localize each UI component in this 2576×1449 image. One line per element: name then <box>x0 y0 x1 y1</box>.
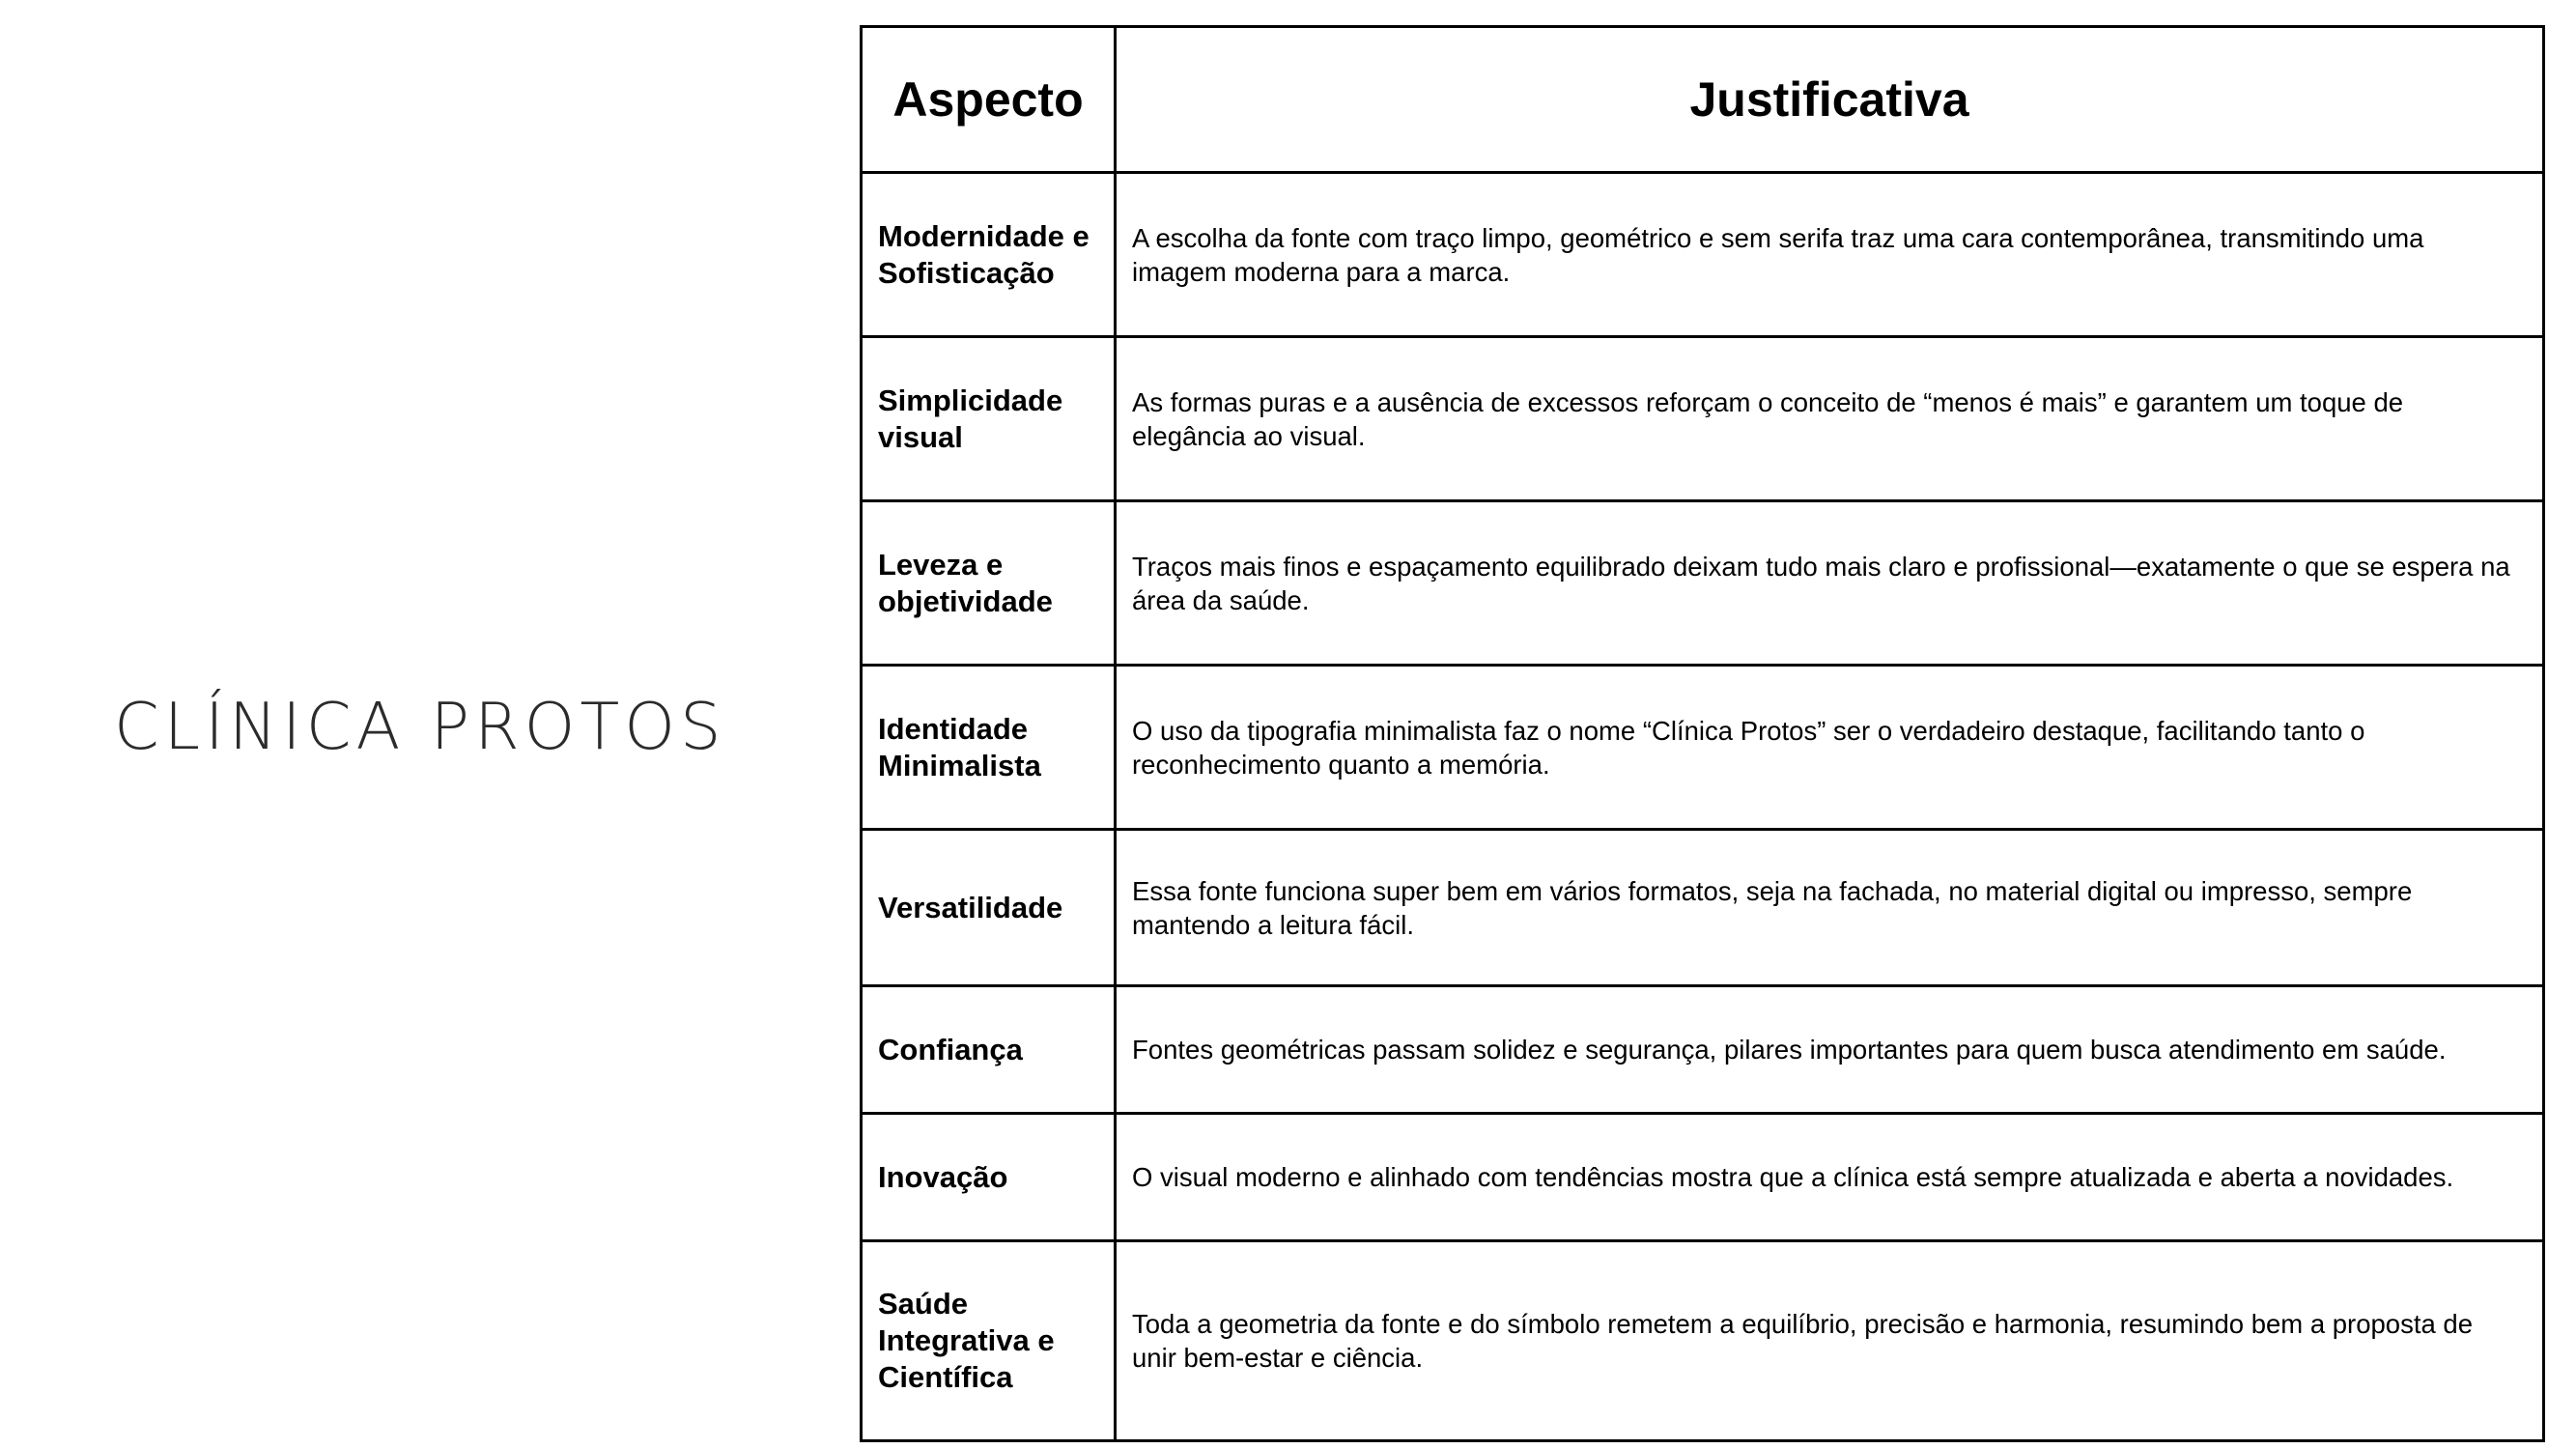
table-row <box>862 1114 2544 1241</box>
header-aspect: Aspecto <box>862 27 1116 173</box>
table-row <box>862 1241 2544 1441</box>
table-row <box>862 173 2544 337</box>
justification-cell: A escolha da fonte com traço limpo, geométrico e sem serifa traz uma cara contemporânea, transmitindo uma imagem moderna para a marca. <box>1116 173 2544 337</box>
table-row <box>862 666 2544 830</box>
header-justification: Justificativa <box>1116 27 2544 173</box>
table-row <box>862 501 2544 666</box>
table-header-row <box>862 27 2544 173</box>
justification-cell: As formas puras e a ausência de excessos reforçam o conceito de “menos é mais” e garantem um toque de elegância ao visual. <box>1116 337 2544 501</box>
justification-cell: O visual moderno e alinhado com tendências mostra que a clínica está sempre atualizada e aberta a novidades. <box>1116 1114 2544 1241</box>
justification-cell: O uso da tipografia minimalista faz o nome “Clínica Protos” ser o verdadeiro destaque, facilitando tanto o reconhecimento quanto a memória. <box>1116 666 2544 830</box>
aspect-cell: Saúde Integrativa e Científica <box>862 1241 1116 1441</box>
clinic-logo: CLÍNICA PROTOS <box>114 689 726 764</box>
aspect-cell: Versatilidade <box>862 830 1116 986</box>
justification-cell: Toda a geometria da fonte e do símbolo remetem a equilíbrio, precisão e harmonia, resumindo bem a proposta de unir bem-estar e ciência. <box>1116 1241 2544 1441</box>
justification-cell: Traços mais finos e espaçamento equilibrado deixam tudo mais claro e profissional—exatamente o que se espera na área da saúde. <box>1116 501 2544 666</box>
typography-justification-table <box>860 25 2545 1442</box>
aspect-cell: Inovação <box>862 1114 1116 1241</box>
aspect-cell: Identidade Minimalista <box>862 666 1116 830</box>
justification-cell: Essa fonte funciona super bem em vários formatos, seja na fachada, no material digital ou impresso, sempre mantendo a leitura fácil. <box>1116 830 2544 986</box>
aspect-cell: Modernidade e Sofisticação <box>862 173 1116 337</box>
table-row <box>862 830 2544 986</box>
aspect-cell: Leveza e objetividade <box>862 501 1116 666</box>
aspect-cell: Simplicidade visual <box>862 337 1116 501</box>
table-row <box>862 986 2544 1114</box>
aspect-cell: Confiança <box>862 986 1116 1114</box>
justification-cell: Fontes geométricas passam solidez e segurança, pilares importantes para quem busca atendimento em saúde. <box>1116 986 2544 1114</box>
table-row <box>862 337 2544 501</box>
